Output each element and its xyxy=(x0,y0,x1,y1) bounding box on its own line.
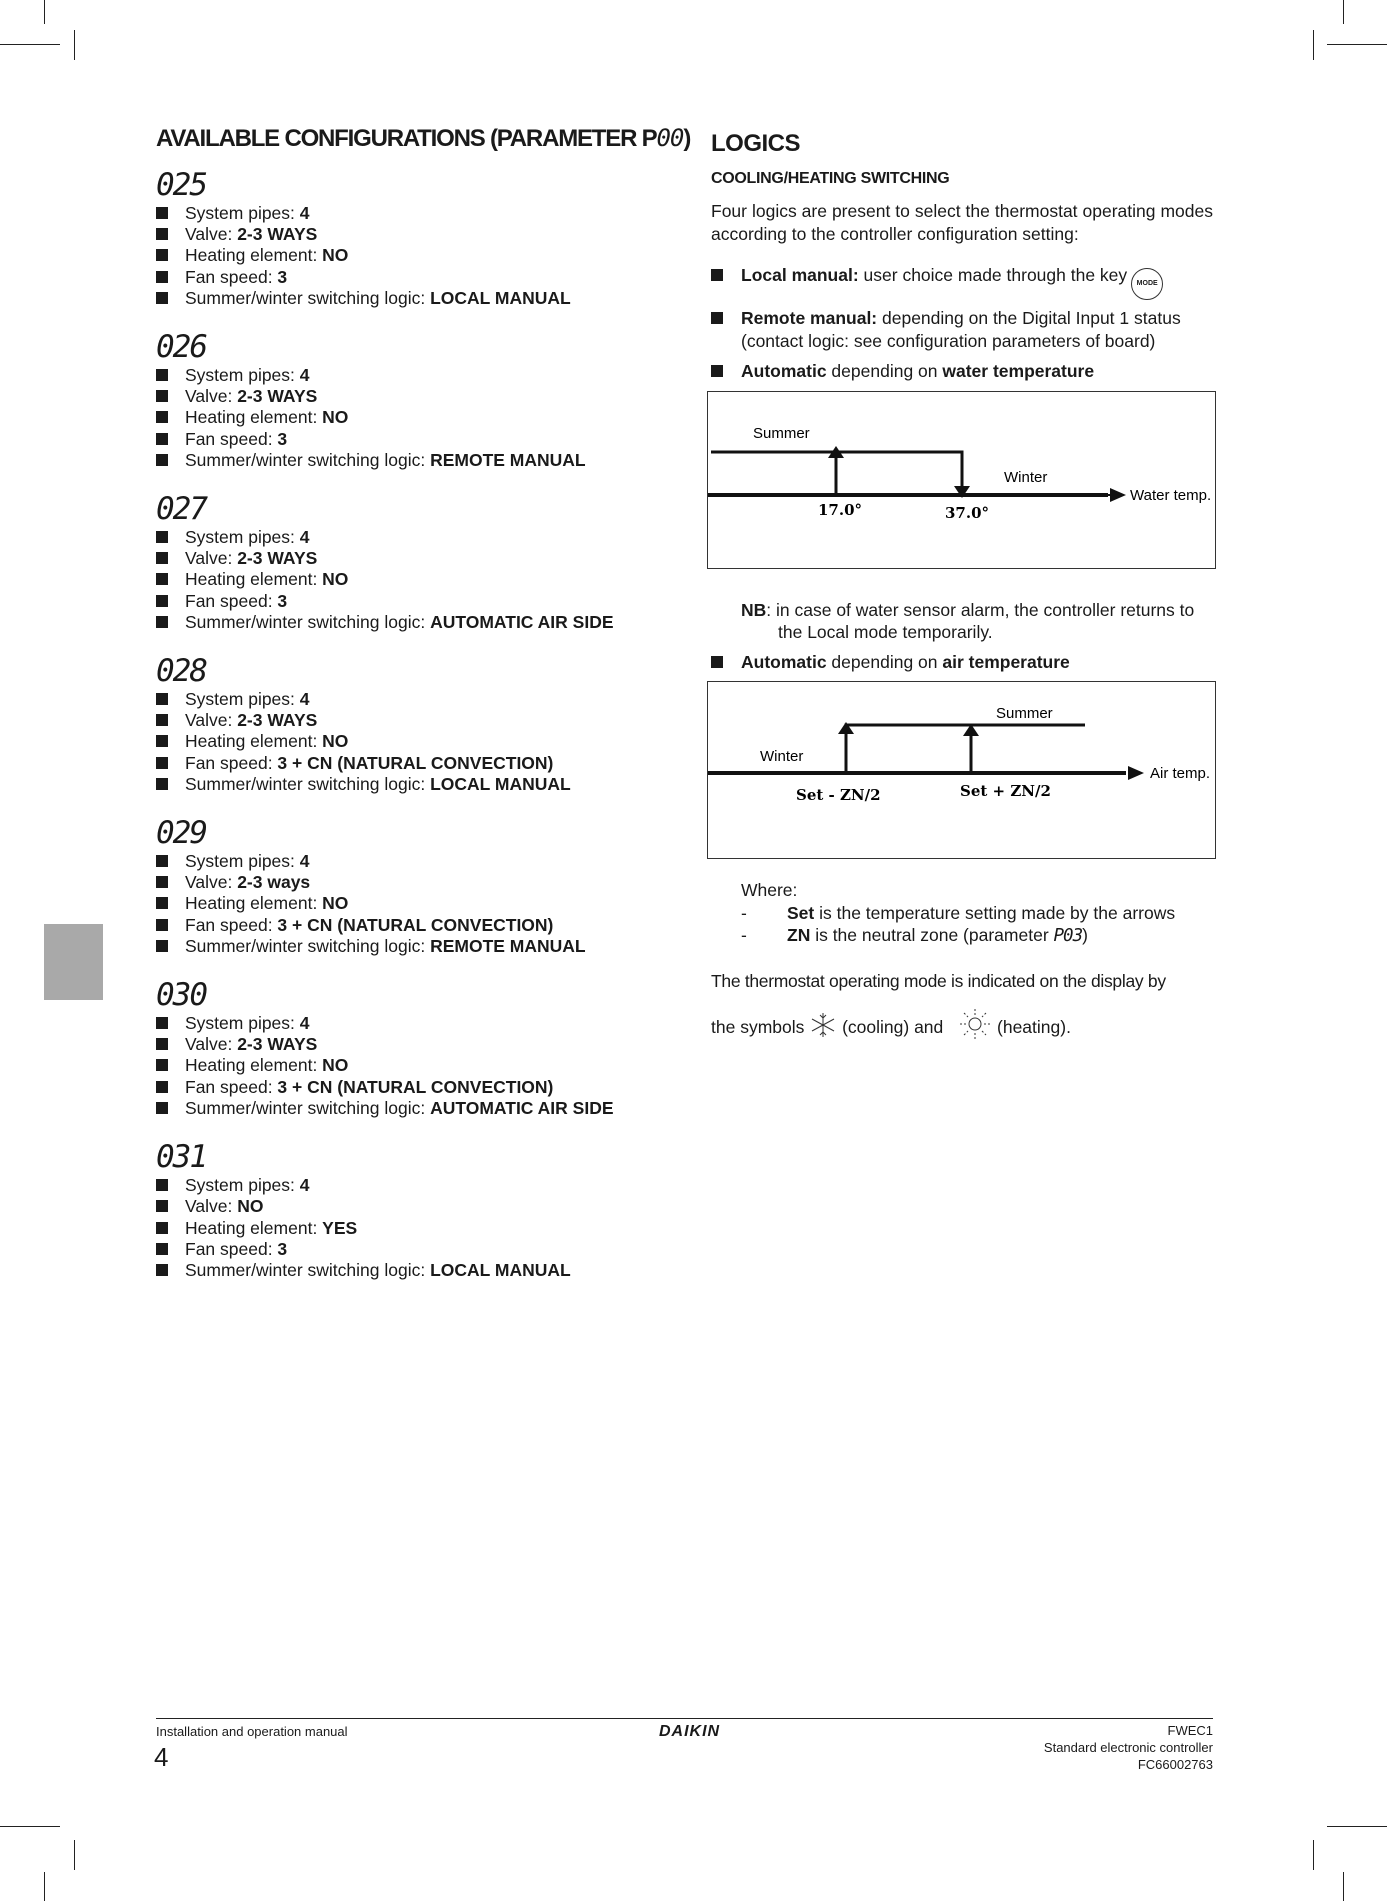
config-item-label: Summer/winter switching logic: xyxy=(185,935,431,956)
bullet-square xyxy=(156,1059,168,1071)
nb-text: : in case of water sensor alarm, the controller returns to the Local mode temporarily. xyxy=(766,600,1195,642)
bullet-square xyxy=(156,390,168,402)
logics-column xyxy=(711,124,1213,1041)
config-item-label: Summer/winter switching logic: xyxy=(185,1097,431,1118)
bullet-square xyxy=(156,714,168,726)
config-item xyxy=(156,224,676,245)
winter-label: Winter xyxy=(1004,469,1048,486)
config-item-value: 4 xyxy=(299,203,310,223)
auto-water-mid: depending on xyxy=(826,361,943,381)
config-item xyxy=(156,245,676,266)
config-item-label: Valve: xyxy=(185,710,238,731)
symbols-prefix: the symbols xyxy=(711,1016,810,1037)
config-block xyxy=(156,491,676,633)
config-item xyxy=(156,203,676,224)
bullet-square xyxy=(156,292,168,304)
bullet-square xyxy=(156,411,168,423)
config-item xyxy=(156,548,676,569)
snowflake-icon xyxy=(809,1011,837,1039)
config-item xyxy=(156,915,676,936)
logic-auto-water xyxy=(711,360,1213,383)
config-block xyxy=(156,977,676,1119)
config-item-value: 4 xyxy=(299,527,310,548)
config-item-label: System pipes: xyxy=(185,1013,300,1034)
config-item-value: 3 + CN (NATURAL CONVECTION) xyxy=(277,752,554,773)
config-item xyxy=(156,1077,676,1098)
config-item-value: 2-3 WAYS xyxy=(237,548,318,569)
bullet-square xyxy=(156,433,168,445)
config-item-label: Heating element: xyxy=(185,731,323,752)
config-block xyxy=(156,815,676,957)
summer-label: Summer xyxy=(753,425,810,442)
bullet-square xyxy=(156,1102,168,1114)
footer-manual: Installation and operation manual xyxy=(156,1724,348,1739)
high-threshold-label: Set + ZN/2 xyxy=(960,782,1051,800)
config-item-label: Heating element: xyxy=(185,245,323,266)
config-item-value: NO xyxy=(322,893,349,914)
config-item xyxy=(156,527,676,548)
water-temp-graph xyxy=(707,391,1216,569)
config-items xyxy=(156,203,676,309)
where-label: Where: xyxy=(741,880,798,900)
page-number: 4 xyxy=(154,1742,169,1772)
intro-paragraph: Four logics are present to select the thermostat operating modes according to the controller configuration setting: xyxy=(711,201,1213,244)
bullet-square xyxy=(156,228,168,240)
config-block xyxy=(156,1139,676,1281)
config-item-value: 4 xyxy=(299,1175,310,1196)
config-item-label: System pipes: xyxy=(185,1175,300,1196)
dash: - xyxy=(741,925,747,945)
config-item-value: NO xyxy=(322,569,349,590)
logic-local-manual xyxy=(711,264,1213,300)
config-item-label: System pipes: xyxy=(185,851,300,872)
config-item-value: 2-3 WAYS xyxy=(237,224,318,245)
config-item-value: 3 xyxy=(277,590,288,611)
auto-air-mid: depending on xyxy=(826,652,943,672)
crop-mark xyxy=(1343,0,1344,24)
config-item xyxy=(156,1055,676,1076)
bullet-square xyxy=(156,693,168,705)
config-item-value: 3 xyxy=(277,266,288,287)
bullet-square xyxy=(156,271,168,283)
config-code: 030 xyxy=(156,977,206,1014)
config-item xyxy=(156,1260,676,1281)
config-item xyxy=(156,1239,676,1260)
low-threshold-label: 17.0° xyxy=(818,501,863,519)
config-item xyxy=(156,872,676,893)
config-item-value: LOCAL MANUAL xyxy=(430,287,571,308)
config-code: 025 xyxy=(156,167,206,203)
logic-remote-manual xyxy=(711,307,1213,353)
config-item-value: NO xyxy=(237,1196,264,1217)
config-item-value: 4 xyxy=(299,689,310,710)
config-item-value: 3 + CN (NATURAL CONVECTION) xyxy=(277,1076,554,1097)
air-temp-graph xyxy=(707,681,1216,859)
config-item xyxy=(156,386,676,407)
config-item-value: 2-3 WAYS xyxy=(237,386,318,407)
config-item-value: 4 xyxy=(299,365,310,386)
air-graph-svg xyxy=(708,682,1215,858)
bullet-square xyxy=(156,1038,168,1050)
config-item-label: System pipes: xyxy=(185,689,300,710)
heating-text: (heating). xyxy=(992,1016,1071,1037)
config-item xyxy=(156,1013,676,1034)
axis-arrowhead xyxy=(1110,488,1126,502)
config-block xyxy=(156,167,676,309)
auto-air-bold: air temperature xyxy=(942,652,1070,672)
config-item-label: Summer/winter switching logic: xyxy=(185,773,431,794)
bullet-square xyxy=(156,1017,168,1029)
crop-mark xyxy=(44,0,45,24)
set-text: is the temperature setting made by the arrows xyxy=(814,902,1176,923)
config-item-value: LOCAL MANUAL xyxy=(430,773,571,794)
footer-model: FWEC1 xyxy=(1167,1723,1213,1738)
config-item-label: Summer/winter switching logic: xyxy=(185,449,431,470)
bullet-square xyxy=(156,249,168,261)
symbols-line xyxy=(711,1007,1213,1041)
config-item-value: AUTOMATIC AIR SIDE xyxy=(430,1097,614,1118)
config-block xyxy=(156,653,676,795)
bullet-square xyxy=(156,940,168,952)
config-code: 026 xyxy=(156,329,206,366)
config-item-value: AUTOMATIC AIR SIDE xyxy=(430,611,614,632)
set-label: Set xyxy=(787,902,815,923)
config-item-label: Heating element: xyxy=(185,1217,323,1238)
zn-param-code: P03 xyxy=(1053,926,1083,946)
config-item-value: 3 xyxy=(277,428,288,449)
footer-rule xyxy=(156,1718,1213,1719)
heading-param-code: 00 xyxy=(656,124,684,152)
cooling-text: (cooling) and xyxy=(837,1016,949,1037)
heading-suffix: ) xyxy=(683,125,691,152)
config-item-value: 2-3 ways xyxy=(237,872,311,893)
logics-title: LOGICS xyxy=(711,130,801,157)
config-items xyxy=(156,1175,676,1281)
bullet-square xyxy=(156,757,168,769)
summer-line xyxy=(846,725,1085,772)
config-item-value: LOCAL MANUAL xyxy=(430,1259,571,1280)
crop-mark xyxy=(1313,1840,1314,1870)
config-item-value: 2-3 WAYS xyxy=(237,710,318,731)
auto-water-bold: water temperature xyxy=(942,361,1095,381)
config-item xyxy=(156,851,676,872)
bullet-square xyxy=(711,269,723,281)
footer-code: FC66002763 xyxy=(1137,1757,1213,1772)
zn-text: is the neutral zone (parameter xyxy=(810,925,1054,945)
footer-product: Standard electronic controller xyxy=(1043,1740,1213,1755)
config-item xyxy=(156,1196,676,1217)
config-block xyxy=(156,329,676,471)
config-item-value: NO xyxy=(322,407,349,428)
summer-label: Summer xyxy=(996,705,1053,722)
mode-key-icon: MODE xyxy=(1131,268,1163,300)
heading-prefix: AVAILABLE CONFIGURATIONS (PARAMETER P xyxy=(156,125,657,152)
config-item xyxy=(156,731,676,752)
winter-label: Winter xyxy=(760,748,804,765)
bullet-square xyxy=(156,735,168,747)
config-item-value: REMOTE MANUAL xyxy=(430,935,586,956)
config-item-label: Heating element: xyxy=(185,407,323,428)
bullet-square xyxy=(156,1264,168,1276)
crop-mark xyxy=(1327,44,1387,45)
config-item xyxy=(156,893,676,914)
config-item-label: Fan speed: xyxy=(185,1076,278,1097)
crop-mark xyxy=(0,44,60,45)
bullet-square xyxy=(156,207,168,219)
config-items xyxy=(156,1013,676,1119)
config-item-value: NO xyxy=(322,245,349,266)
config-code: 027 xyxy=(156,491,206,528)
config-list xyxy=(156,167,676,1281)
zn-label: ZN xyxy=(787,925,811,945)
crop-mark xyxy=(74,1840,75,1870)
config-item-label: Fan speed: xyxy=(185,266,278,287)
bullet-square xyxy=(156,531,168,543)
config-item-label: Fan speed: xyxy=(185,590,278,611)
config-item xyxy=(156,569,676,590)
switching-subtitle: COOLING/HEATING SWITCHING xyxy=(711,170,950,187)
water-temp-axis-label: Water temp. xyxy=(1130,487,1212,504)
config-item-label: Summer/winter switching logic: xyxy=(185,1259,431,1280)
config-item xyxy=(156,1218,676,1239)
config-code: 028 xyxy=(156,653,206,690)
axis-arrowhead xyxy=(1128,766,1144,780)
config-item-label: Heating element: xyxy=(185,569,323,590)
config-item-value: NO xyxy=(322,731,349,752)
where-set xyxy=(741,902,1213,925)
nb-note xyxy=(741,599,1213,643)
bullet-square xyxy=(156,369,168,381)
bullet-square xyxy=(156,876,168,888)
bullet-square xyxy=(156,1200,168,1212)
config-item xyxy=(156,936,676,957)
low-threshold-label: Set - ZN/2 xyxy=(796,786,881,804)
config-item xyxy=(156,710,676,731)
config-item-value: NO xyxy=(322,1055,349,1076)
config-item-label: Heating element: xyxy=(185,893,323,914)
config-item-value: 3 + CN (NATURAL CONVECTION) xyxy=(277,914,554,935)
config-item-label: Fan speed: xyxy=(185,1238,278,1259)
config-code: 031 xyxy=(156,1139,206,1176)
bullet-square xyxy=(156,595,168,607)
crop-mark xyxy=(1343,1872,1344,1901)
config-item-label: Valve: xyxy=(185,1034,238,1055)
config-item-value: 2-3 WAYS xyxy=(237,1034,318,1055)
config-item-label: System pipes: xyxy=(185,203,300,223)
crop-mark xyxy=(1313,30,1314,60)
config-item-label: Fan speed: xyxy=(185,428,278,449)
config-items xyxy=(156,365,676,471)
config-item xyxy=(156,774,676,795)
bullet-square xyxy=(156,1222,168,1234)
sun-icon xyxy=(958,1007,992,1041)
bullet-square xyxy=(156,778,168,790)
config-item xyxy=(156,429,676,450)
config-item-label: Fan speed: xyxy=(185,752,278,773)
high-threshold-label: 37.0° xyxy=(945,504,990,522)
config-item xyxy=(156,288,676,309)
config-item xyxy=(156,267,676,288)
config-items xyxy=(156,851,676,957)
config-item xyxy=(156,365,676,386)
daikin-logo: DAIKIN xyxy=(659,1723,721,1740)
config-item-label: Valve: xyxy=(185,872,238,893)
bullet-square xyxy=(156,919,168,931)
configurations-column xyxy=(156,124,691,1301)
config-item-label: Valve: xyxy=(185,224,238,245)
config-item-label: System pipes: xyxy=(185,365,300,386)
config-item-value: 4 xyxy=(299,851,310,872)
config-items xyxy=(156,527,676,633)
bullet-square xyxy=(156,616,168,628)
config-item-label: Valve: xyxy=(185,386,238,407)
zn-close: ) xyxy=(1082,925,1088,945)
logic-list-air xyxy=(711,651,1213,674)
bullet-square xyxy=(156,552,168,564)
crop-mark xyxy=(0,1826,60,1827)
auto-water-label: Automatic xyxy=(741,361,827,381)
where-block xyxy=(741,879,1213,948)
config-item-label: System pipes: xyxy=(185,527,300,548)
config-code: 029 xyxy=(156,815,206,852)
logic-list xyxy=(711,264,1213,383)
air-temp-axis-label: Air temp. xyxy=(1150,765,1211,782)
where-zn xyxy=(741,924,1213,948)
bullet-square xyxy=(156,1179,168,1191)
config-item-value: YES xyxy=(322,1217,358,1238)
section-tab xyxy=(44,924,103,1000)
config-item-label: Fan speed: xyxy=(185,914,278,935)
config-item-label: Valve: xyxy=(185,548,238,569)
logic-auto-air xyxy=(711,651,1213,674)
config-item xyxy=(156,689,676,710)
configurations-heading xyxy=(156,124,691,153)
bullet-square xyxy=(156,573,168,585)
bullet-square xyxy=(156,454,168,466)
bullet-square xyxy=(711,656,723,668)
config-item-value: 4 xyxy=(299,1013,310,1034)
config-item-value: 3 xyxy=(277,1238,288,1259)
remote-manual-text: depending on the Digital Input 1 status (contact logic: see configuration parameters of board) xyxy=(741,308,1181,351)
bullet-square xyxy=(156,1081,168,1093)
config-item xyxy=(156,407,676,428)
local-manual-text: user choice made through the key xyxy=(858,265,1128,285)
dash: - xyxy=(741,902,747,923)
bullet-square xyxy=(711,365,723,377)
config-item-label: Summer/winter switching logic: xyxy=(185,611,431,632)
local-manual-label: Local manual: xyxy=(741,265,859,285)
config-items xyxy=(156,689,676,795)
nb-label: NB xyxy=(741,600,767,620)
auto-air-label: Automatic xyxy=(741,652,827,672)
config-item-value: REMOTE MANUAL xyxy=(430,449,586,470)
config-item xyxy=(156,1034,676,1055)
config-item xyxy=(156,1098,676,1119)
config-item-label: Valve: xyxy=(185,1196,238,1217)
bullet-square xyxy=(156,1243,168,1255)
bullet-square xyxy=(156,855,168,867)
bullet-square xyxy=(711,312,723,324)
crop-mark xyxy=(1327,1826,1387,1827)
crop-mark xyxy=(44,1872,45,1901)
config-item xyxy=(156,591,676,612)
config-item xyxy=(156,612,676,633)
footer-product-info xyxy=(900,1722,1213,1773)
bullet-square xyxy=(156,897,168,909)
remote-manual-label: Remote manual: xyxy=(741,308,878,328)
config-item-label: Summer/winter switching logic: xyxy=(185,287,431,308)
config-item xyxy=(156,753,676,774)
config-item xyxy=(156,450,676,471)
water-graph-svg xyxy=(708,392,1215,568)
config-item xyxy=(156,1175,676,1196)
display-line: The thermostat operating mode is indicated on the display by xyxy=(711,970,1166,991)
crop-mark xyxy=(74,30,75,60)
config-item-label: Heating element: xyxy=(185,1055,323,1076)
